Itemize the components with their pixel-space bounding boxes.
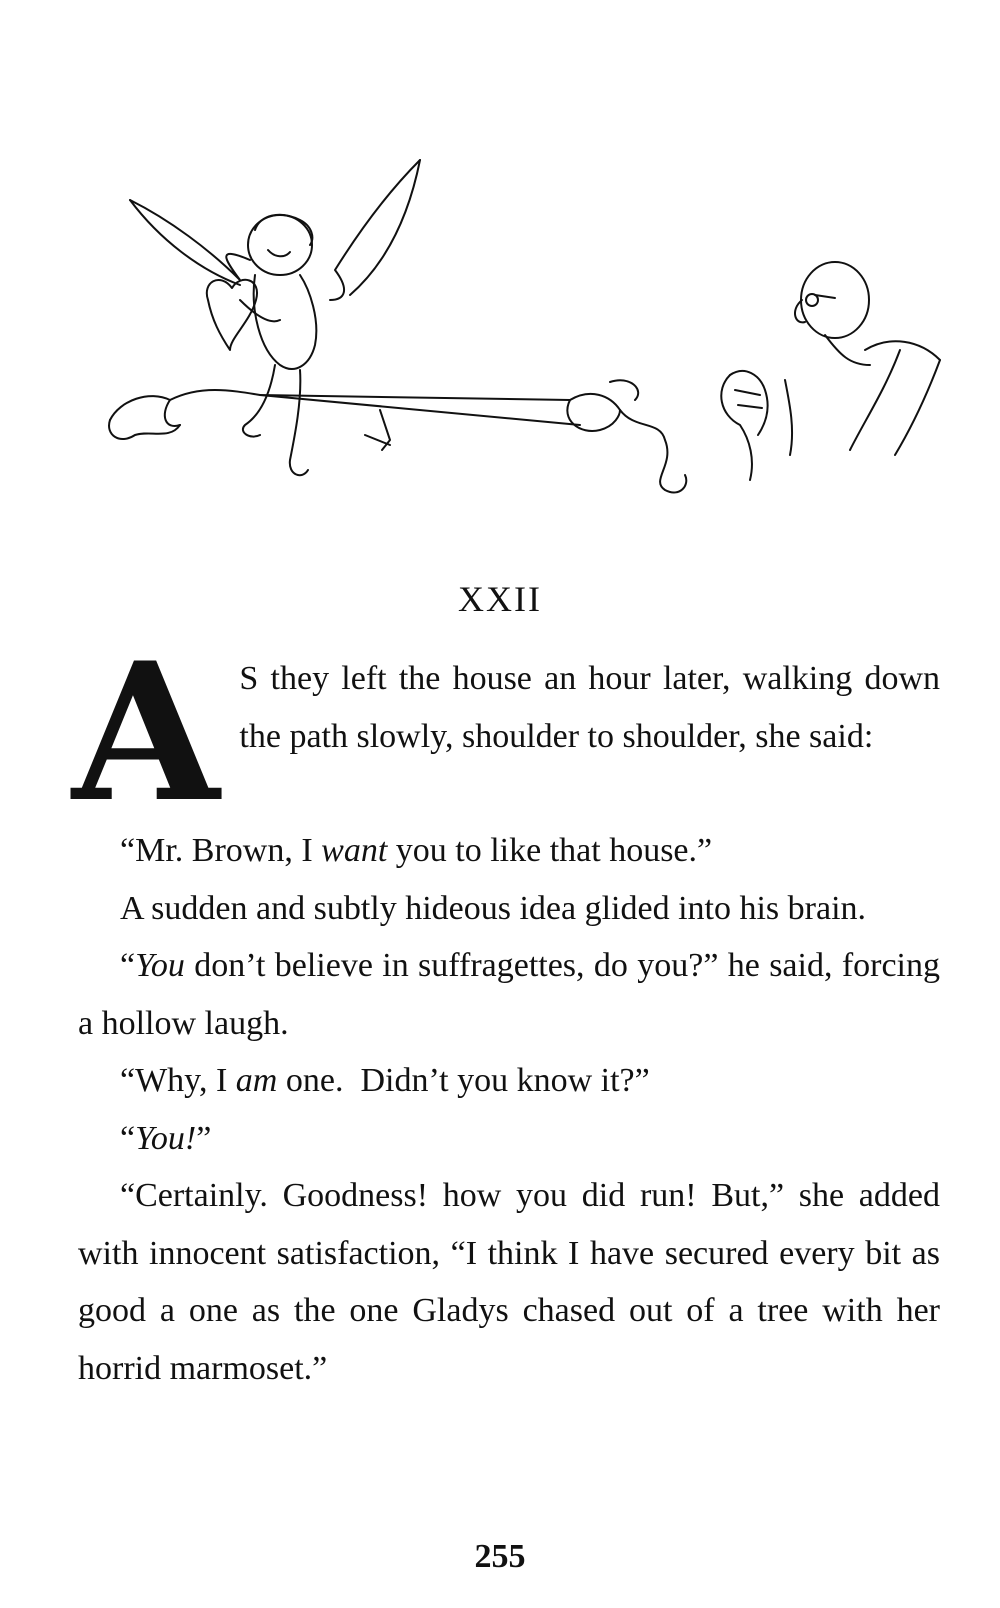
paragraph-6-after: ” (196, 1119, 212, 1157)
paragraph-6-before: “ (120, 1119, 136, 1157)
chapter-text (72, 621, 940, 1397)
paragraph-6-emphasis: You! (135, 1119, 197, 1157)
paragraph-2-emphasis: want (321, 832, 388, 869)
paragraph-6 (78, 1110, 940, 1168)
paragraph-5-before: “Why, I (120, 1062, 236, 1099)
chapter-illustration (90, 150, 970, 520)
page-number: 255 (474, 1538, 526, 1575)
paragraph-3: A sudden and subtly hideous idea glided into his brain. (120, 889, 867, 927)
paragraph-2 (78, 822, 940, 880)
paragraph-5-after: one. Didn’t you know it?” (277, 1062, 650, 1099)
paragraph-4-after: don’t believe in suffragettes, do you?” he said, forcing a hollow laugh. (78, 947, 940, 1042)
paragraph-2-before: “Mr. Brown, I (120, 832, 322, 869)
paragraph-5 (78, 1052, 940, 1110)
paragraph-1 (72, 621, 940, 844)
scroll-ribbon-icon (109, 380, 686, 492)
old-man-praying-icon (721, 262, 940, 480)
paragraph-2-after: you to like that house.” (387, 832, 713, 869)
paragraph-4-before: “ (120, 947, 136, 984)
paragraph-1-text: S they left the house an hour later, walking down the path slowly, shoulder to shoulder, she said: (239, 660, 940, 755)
drop-cap: A (72, 621, 220, 844)
cupid-with-heart-icon (130, 160, 420, 475)
chapter-number: XXII (458, 579, 542, 619)
paragraph-5-emphasis: am (235, 1062, 278, 1099)
paragraph-4 (78, 937, 940, 1052)
paragraph-4-emphasis: You (135, 947, 185, 984)
paragraph-7: “Certainly. Goodness! how you did run! But,” she added with innocent satisfaction, “I think I have secured every bit as good a one as the one Gladys chased out of a tree with her horrid marmoset.” (78, 1177, 940, 1387)
